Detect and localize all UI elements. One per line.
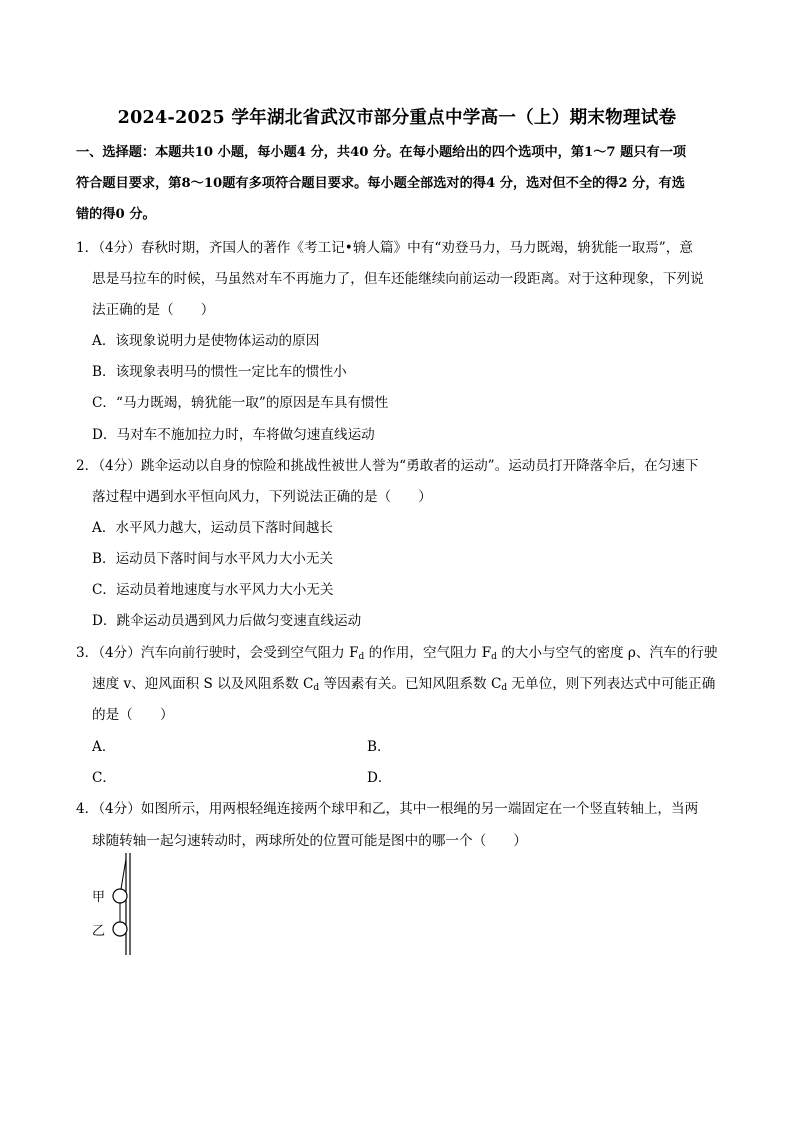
section-line-1: 一、选择题：本题共10 小题，每小题4 分，共40 分。在每小题给出的四个选项中，第1～7 题只有一项: [76, 145, 687, 160]
q3-option-d: D．: [367, 770, 392, 786]
section-line-2: 符合题目要求，第8～10题有多项符合题目要求。每小题全部选对的得4 分，选对但不全的得2 分，有选: [76, 176, 685, 191]
q3-stem-line-2: [92, 672, 715, 693]
q2-stem-line-2: 落过程中遇到水平恒向风力，下列说法正确的是（ ）: [92, 489, 432, 505]
rotating-axis-diagram: [88, 851, 148, 961]
q2-option-d: D．跳伞运动员遇到风力后做匀变速直线运动: [92, 613, 362, 629]
q1-option-a: A．该现象说明力是使物体运动的原因: [92, 333, 320, 349]
section-instructions: [76, 137, 726, 230]
q1-option-b: B．该现象表明马的惯性一定比车的惯性小: [92, 364, 347, 380]
q3-stem-line-1: [76, 641, 717, 662]
q3-sub-d-4: d: [501, 683, 508, 693]
q2-option-a: A．水平风力越大，运动员下落时间越长: [92, 520, 333, 536]
q4-figure: [88, 851, 148, 961]
q3-option-a: A．: [92, 739, 116, 755]
string-upper: [121, 859, 126, 889]
q3-text-1b: 的作用，空气阻力 F: [364, 645, 492, 661]
label-yi: 乙: [92, 924, 106, 939]
q3-text-1a: 3．（4分）汽车向前行驶时，会受到空气阻力 F: [76, 645, 359, 661]
q3-text-2b: 等因素有关。已知风阻系数 C: [319, 676, 502, 692]
q3-text-2c: 无单位，则下列表达式中可能正确: [507, 676, 716, 692]
q2-stem-line-1: 2．（4分）跳伞运动以自身的惊险和挑战性被世人誉为“勇敢者的运动”。运动员打开降落伞后，在匀速下: [76, 458, 699, 474]
label-jia: 甲: [92, 890, 106, 905]
q1-option-c: C．“马力既竭，辀犹能一取”的原因是车具有惯性: [92, 395, 389, 411]
q2-option-c: C．运动员着地速度与水平风力大小无关: [92, 582, 334, 598]
q3-text-2a: 速度 v、迎风面积 S 以及风阻系数 C: [92, 676, 314, 692]
q4-stem-line-2: 球随转轴一起匀速转动时，两球所处的位置可能是图中的哪一个（ ）: [92, 833, 527, 849]
ball-yi: [113, 922, 127, 936]
q3-option-c: C．: [92, 770, 116, 786]
q1-stem-line-1: 1．（4分）春秋时期，齐国人的著作《考工记•辀人篇》中有“劝登马力，马力既竭，辀犹能一取焉”，意: [76, 240, 693, 256]
section-line-3: 错的得0 分。: [76, 207, 156, 222]
q3-sub-d-1: d: [358, 652, 365, 662]
q3-sub-d-3: d: [313, 683, 320, 693]
q3-text-1c: 的大小与空气的密度 ρ、汽车的行驶: [496, 645, 718, 661]
q1-stem-line-2: 思是马拉车的时候，马虽然对车不再施力了，但车还能继续向前运动一段距离。对于这种现象，下列说: [92, 271, 704, 287]
q1-option-d: D．马对车不施加拉力时，车将做匀速直线运动: [92, 427, 375, 443]
q1-stem-line-3: 法正确的是（ ）: [92, 302, 215, 318]
q4-stem-line-1: 4．（4分）如图所示，用两根轻绳连接两个球甲和乙，其中一根绳的另一端固定在一个竖直转轴上，当两: [76, 801, 699, 817]
q3-sub-d-2: d: [491, 652, 497, 662]
q3-stem-line-3: 的是（ ）: [92, 707, 174, 723]
exam-title: 2024-2025 学年湖北省武汉市部分重点中学高一（上）期末物理试卷: [117, 108, 677, 128]
ball-jia: [113, 889, 127, 903]
q3-option-b: B．: [367, 739, 391, 755]
q2-option-b: B．运动员下落时间与水平风力大小无关: [92, 551, 334, 567]
